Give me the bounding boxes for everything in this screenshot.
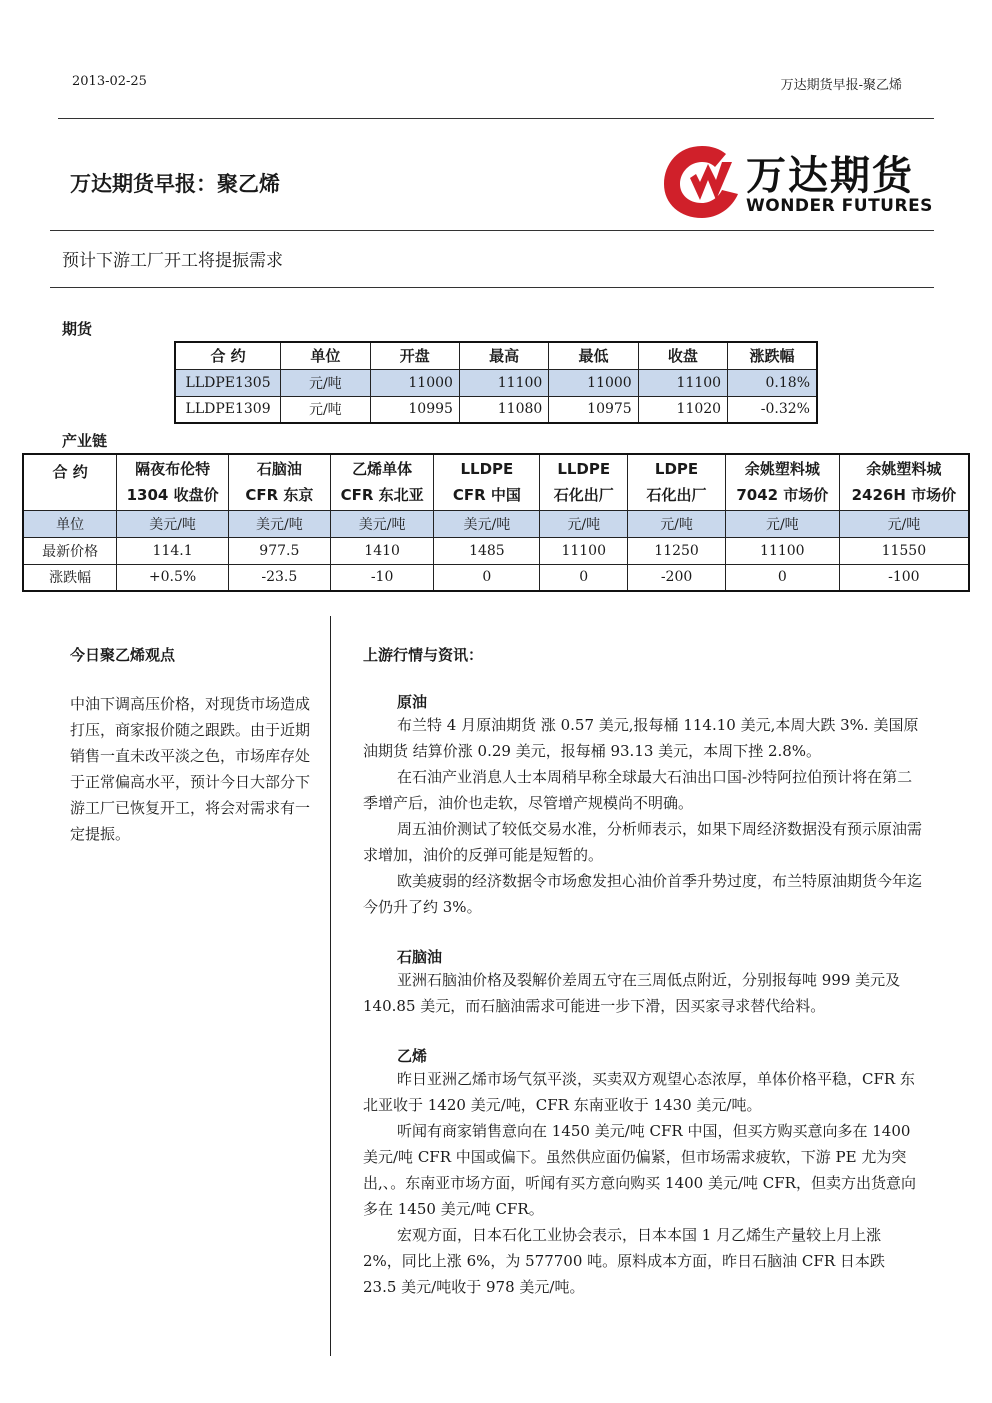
futures-header-cell: 收盘: [638, 342, 727, 369]
crude-paragraph: 在石油产业消息人士本周稍早称全球最大石油出口国-沙特阿拉伯预计将在第二季增产后，油价也走软，尽管增产规模尚不明确。: [363, 768, 913, 812]
futures-header-cell: 单位: [281, 342, 370, 369]
company-logo: [660, 140, 935, 222]
crude-paragraph: 布兰特 4 月原油期货 涨 0.57 美元,报每桶 114.10 美元,本周大跌 3%. 美国原油期货 结算价涨 0.29 美元，报每桶 93.13 美元，本周下挫 2.8%。: [363, 716, 919, 760]
futures-header-cell: 最低: [549, 342, 638, 369]
section-heading-crude: 原油: [397, 693, 428, 711]
change-cell: -0.32%: [728, 396, 817, 423]
title-divider: [50, 230, 934, 231]
table-cell: 美元/吨: [228, 510, 330, 537]
table-cell: -23.5: [228, 564, 330, 591]
unit-cell: 元/吨: [281, 396, 370, 423]
industry-header-cell: 余姚塑料城 2426H 市场价: [839, 454, 969, 510]
contract-cell: LLDPE1305: [175, 369, 281, 396]
table-cell: -10: [330, 564, 434, 591]
industry-table: [22, 453, 970, 592]
open-cell: 11000: [370, 369, 459, 396]
table-cell: 1485: [434, 537, 540, 564]
view-body: 中油下调高压价格，对现货市场造成打压，商家报价随之跟跌。由于近期销售一直未改平淡之色，市场库存处于正常偏高水平，预计今日大部分下游工厂已恢复开工，将会对需求有一定提振。: [70, 695, 311, 843]
table-cell: 11250: [628, 537, 726, 564]
table-cell: 11100: [725, 537, 839, 564]
row-label-cell: 单位: [23, 510, 117, 537]
industry-header-cell: LLDPE CFR 中国: [434, 454, 540, 510]
industry-header-row: [23, 454, 969, 510]
table-cell: 元/吨: [725, 510, 839, 537]
low-cell: 11000: [549, 369, 638, 396]
industry-header-cell: 石脑油 CFR 东京: [228, 454, 330, 510]
ethylene-paragraph: 昨日亚洲乙烯市场气氛平淡，买卖双方观望心态浓厚，单体价格平稳，CFR 东北亚收于 1420 美元/吨，CFR 东南亚收于 1430 美元/吨。: [363, 1070, 915, 1114]
view-title: 今日聚乙烯观点: [70, 646, 176, 664]
industry-header-cell: 余姚塑料城 7042 市场价: [725, 454, 839, 510]
futures-header-row: [175, 342, 817, 369]
table-cell: 元/吨: [628, 510, 726, 537]
table-cell: 0: [434, 564, 540, 591]
futures-section-label: 期货: [62, 320, 93, 338]
open-cell: 10995: [370, 396, 459, 423]
ethylene-paragraph: 听闻有商家销售意向在 1450 美元/吨 CFR 中国，但买方购买意向多在 1400 美元/吨 CFR 中国或偏下。虽然供应面仍偏紧，但市场需求疲软，下游 PE 尤为突出,、。东南亚市场方面，听闻有买方意向购买 1400 美元/吨 CFR，但卖方出货意向多在 1450 美元/吨 CFR。: [363, 1122, 916, 1218]
table-cell: -100: [839, 564, 969, 591]
logo-cn-text: 万达期货: [746, 153, 914, 199]
table-cell: 977.5: [228, 537, 330, 564]
subtitle-divider: [50, 287, 934, 288]
section-heading-ethylene: 乙烯: [397, 1047, 428, 1065]
row-label-cell: 涨跌幅: [23, 564, 117, 591]
table-cell: 元/吨: [839, 510, 969, 537]
table-row: [23, 564, 969, 591]
header-divider: [58, 118, 934, 119]
view-column: [70, 644, 322, 847]
table-cell: 1410: [330, 537, 434, 564]
table-cell: 11100: [540, 537, 628, 564]
close-cell: 11020: [638, 396, 727, 423]
crude-paragraph: 周五油价测试了较低交易水准，分析师表示，如果下周经济数据没有预示原油需求增加，油价的反弹可能是短暂的。: [363, 820, 923, 864]
high-cell: 11080: [459, 396, 548, 423]
table-cell: 美元/吨: [434, 510, 540, 537]
report-name: 万达期货早报-聚乙烯: [780, 78, 902, 93]
futures-header-cell: 开盘: [370, 342, 459, 369]
industry-header-cell: 乙烯单体 CFR 东北亚: [330, 454, 434, 510]
page-title: 万达期货早报：聚乙烯: [70, 172, 280, 196]
table-cell: -200: [628, 564, 726, 591]
table-cell: 0: [540, 564, 628, 591]
table-cell: 美元/吨: [117, 510, 229, 537]
futures-header-cell: 最高: [459, 342, 548, 369]
ethylene-paragraph: 宏观方面，日本石化工业协会表示，日本本国 1 月乙烯生产量较上月上涨 2%，同比上涨 6%，为 577700 吨。原料成本方面，昨日石脑油 CFR 日本跌 23.5 美元/吨收于 978 美元/吨。: [363, 1226, 885, 1296]
report-date: 2013-02-25: [72, 74, 147, 89]
column-divider: [330, 616, 331, 1356]
table-row: [23, 537, 969, 564]
table-cell: 0: [725, 564, 839, 591]
section-heading-naphtha: 石脑油: [397, 948, 443, 966]
industry-header-cell: 合 约: [23, 454, 117, 510]
upstream-title: 上游行情与资讯：: [363, 646, 484, 664]
futures-header-cell: 涨跌幅: [728, 342, 817, 369]
table-cell: 114.1: [117, 537, 229, 564]
table-cell: 美元/吨: [330, 510, 434, 537]
industry-header-cell: LDPE 石化出厂: [628, 454, 726, 510]
close-cell: 11100: [638, 369, 727, 396]
table-row: [175, 396, 817, 423]
futures-table: [174, 341, 818, 424]
table-row: [23, 510, 969, 537]
crude-paragraph: 欧美疲弱的经济数据令市场愈发担心油价首季升势过度，布兰特原油期货今年迄今仍升了约 3%。: [363, 872, 923, 916]
table-cell: 11550: [839, 537, 969, 564]
logo-en-text: WONDER FUTURES: [746, 196, 933, 216]
high-cell: 11100: [459, 369, 548, 396]
wonder-logo-icon: [660, 140, 744, 222]
table-cell: +0.5%: [117, 564, 229, 591]
industry-header-cell: 隔夜布伦特 1304 收盘价: [117, 454, 229, 510]
row-label-cell: 最新价格: [23, 537, 117, 564]
change-cell: 0.18%: [728, 369, 817, 396]
low-cell: 10975: [549, 396, 638, 423]
industry-header-cell: LLDPE 石化出厂: [540, 454, 628, 510]
contract-cell: LLDPE1309: [175, 396, 281, 423]
page-subtitle: 预计下游工厂开工将提振需求: [62, 251, 283, 271]
futures-header-cell: 合 约: [175, 342, 281, 369]
table-row: [175, 369, 817, 396]
industry-section-label: 产业链: [62, 432, 108, 450]
unit-cell: 元/吨: [281, 369, 370, 396]
naphtha-paragraph: 亚洲石脑油价格及裂解价差周五守在三周低点附近，分别报每吨 999 美元及 140.85 美元，而石脑油需求可能进一步下滑，因买家寻求替代给料。: [363, 971, 901, 1015]
upstream-column: [363, 644, 923, 1300]
table-cell: 元/吨: [540, 510, 628, 537]
